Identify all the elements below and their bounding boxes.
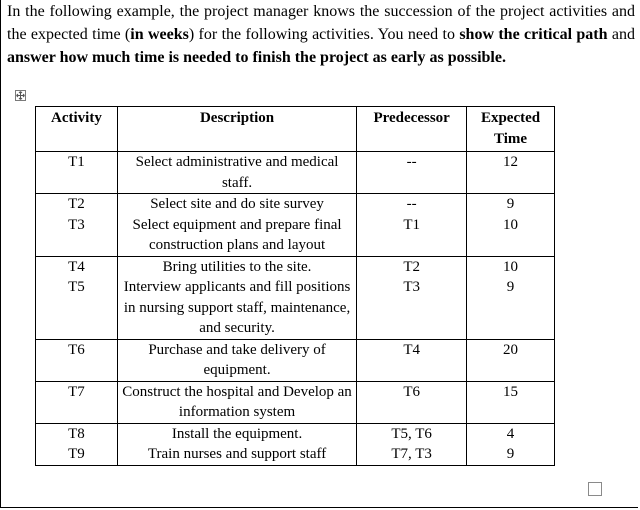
cell-activity: T7 [36, 381, 118, 423]
table-row [36, 256, 555, 277]
cell-activity: T1 [36, 152, 118, 194]
cell-description: Select equipment and prepare final construction plans and layout [117, 215, 356, 257]
header-description: Description [117, 107, 356, 152]
cell-predecessor: T4 [357, 339, 467, 381]
cell-description: Purchase and take delivery of equipment. [117, 339, 356, 381]
header-activity: Activity [36, 107, 118, 152]
header-time-line2: Time [494, 130, 528, 147]
table-row [36, 215, 555, 257]
cell-time: 9 [467, 277, 555, 339]
intro-text-2: ) for the following activities. You need to [188, 26, 460, 43]
cell-activity: T4 [36, 256, 118, 277]
cell-description: Bring utilities to the site. [117, 256, 356, 277]
cell-time: 15 [467, 381, 555, 423]
cell-predecessor: T7, T3 [357, 444, 467, 465]
cell-time: 12 [467, 152, 555, 194]
cell-description: Select site and do site survey [117, 194, 356, 215]
cell-time: 20 [467, 339, 555, 381]
header-predecessor: Predecessor [357, 107, 467, 152]
four-arrows-icon [16, 91, 25, 100]
table-header-row [36, 107, 555, 152]
table-row [36, 152, 555, 194]
cell-activity: T8 [36, 423, 118, 444]
cell-activity: T9 [36, 444, 118, 465]
cell-time: 10 [467, 256, 555, 277]
cell-description: Select administrative and medical staff. [117, 152, 356, 194]
cell-time: 10 [467, 215, 555, 257]
intro-bold-weeks: in weeks [130, 26, 189, 43]
cell-activity: T6 [36, 339, 118, 381]
cell-activity: T5 [36, 277, 118, 339]
cell-predecessor: T5, T6 [357, 423, 467, 444]
cell-predecessor: T6 [357, 381, 467, 423]
cell-time: 4 [467, 423, 555, 444]
intro-bold-critical-path: show the critical path [459, 26, 608, 43]
cell-predecessor: T2 [357, 256, 467, 277]
cell-time: 9 [467, 194, 555, 215]
header-time-line1: Expected [480, 110, 541, 126]
intro-text-3: and [607, 26, 635, 43]
table-row [36, 381, 555, 423]
table-row [36, 444, 555, 465]
cell-time: 9 [467, 444, 555, 465]
table-resize-handle[interactable] [588, 482, 602, 496]
cell-activity: T2 [36, 194, 118, 215]
table-row [36, 194, 555, 215]
table-row [36, 277, 555, 339]
cell-description: Interview applicants and fill positions in nursing support staff, maintenance, and security. [117, 277, 356, 339]
intro-text-1: In the following example, the project manager knows the succession of the project activities and the expected time ( [7, 3, 635, 43]
intro-paragraph [7, 0, 635, 69]
cell-predecessor: -- [357, 194, 467, 215]
cell-activity: T3 [36, 215, 118, 257]
cell-description: Construct the hospital and Develop an information system [117, 381, 356, 423]
cell-predecessor: -- [357, 152, 467, 194]
cell-predecessor: T3 [357, 277, 467, 339]
activities-table [35, 106, 555, 466]
intro-bold-question: answer how much time is needed to finish the project as early as possible. [7, 49, 506, 66]
table-move-handle-icon[interactable] [15, 90, 26, 101]
table-row [36, 339, 555, 381]
cell-predecessor: T1 [357, 215, 467, 257]
cell-description: Install the equipment. [117, 423, 356, 444]
cell-description: Train nurses and support staff [117, 444, 356, 465]
header-expected-time [467, 107, 555, 152]
table-row [36, 423, 555, 444]
